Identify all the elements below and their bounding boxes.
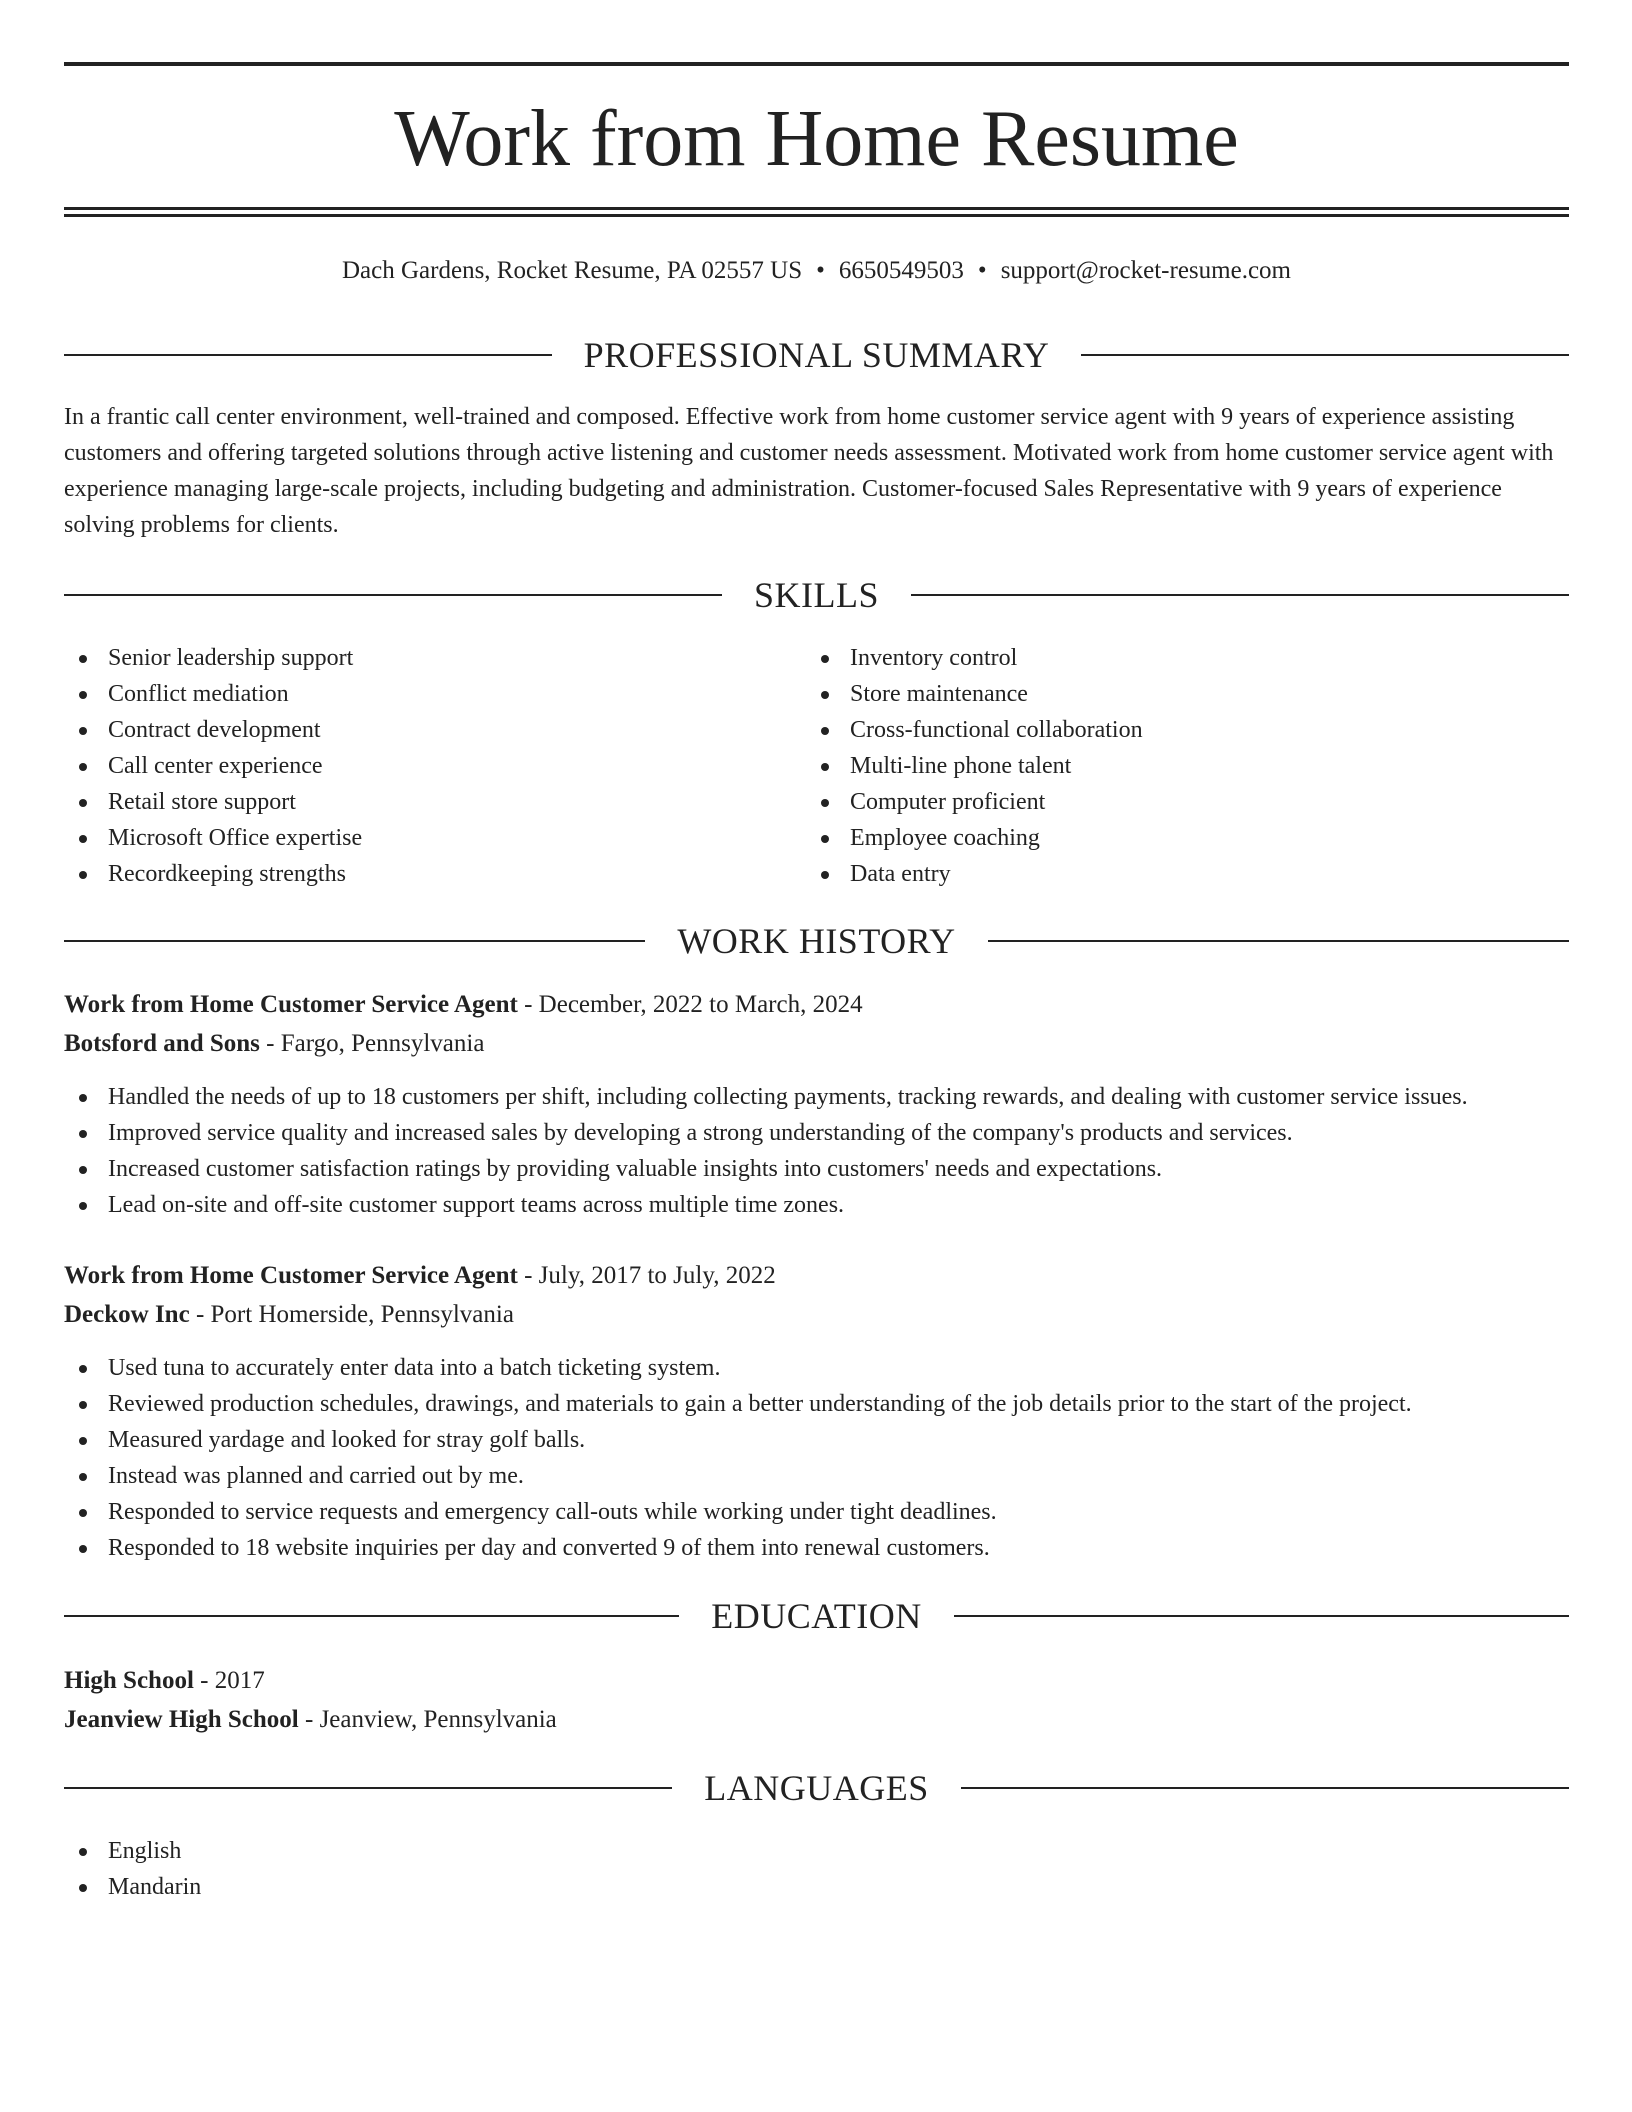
section-heading-summary [64,333,1569,377]
heading-rule-right [954,1615,1569,1617]
skill-item: Data entry [806,856,1506,892]
job-duty-item: Responded to service requests and emergency call-outs while working under tight deadlines. [64,1494,1569,1530]
job-duty-item: Used tuna to accurately enter data into a batch ticketing system. [64,1350,1569,1386]
heading-rule-left [64,1615,679,1617]
job-duties-list [64,1079,1569,1223]
skill-item: Contract development [64,712,764,748]
skills-list-right [806,640,1506,892]
job-title: Work from Home Customer Service Agent [64,991,518,1018]
heading-rule-left [64,1787,672,1789]
heading-rule-left [64,354,552,356]
resume-title: Work from Home Resume [394,95,1239,183]
languages-list [64,1833,1569,1905]
title-rule-upper [64,207,1569,210]
education-degree-line [64,1662,1569,1700]
skill-item: Recordkeeping strengths [64,856,764,892]
languages-block [64,1833,1569,1905]
contact-email: support@rocket-resume.com [1000,257,1291,284]
heading-rule-right [1081,354,1569,356]
skill-item: Inventory control [806,640,1506,676]
skill-item: Microsoft Office expertise [64,820,764,856]
skill-item: Conflict mediation [64,676,764,712]
skill-item: Employee coaching [806,820,1506,856]
job-company: Botsford and Sons [64,1030,260,1057]
job-duty-item: Responded to 18 website inquiries per day and converted 9 of them into renewal customers. [64,1530,1569,1566]
contact-phone: 6650549503 [838,257,964,284]
heading-rule-right [988,940,1569,942]
job-duty-item: Increased customer satisfaction ratings by providing valuable insights into customers' needs and expectations. [64,1151,1569,1187]
skill-item: Retail store support [64,784,764,820]
section-title: SKILLS [754,575,880,615]
skill-item: Cross-functional collaboration [806,712,1506,748]
skill-item: Computer proficient [806,784,1506,820]
contact-separator: • [816,257,825,284]
section-title: PROFESSIONAL SUMMARY [583,335,1050,375]
section-title: LANGUAGES [704,1768,929,1808]
education-degree: High School [64,1667,194,1694]
skill-item: Store maintenance [806,676,1506,712]
job-company-line [64,1025,1569,1063]
section-heading-work-history [64,919,1569,963]
job-title: Work from Home Customer Service Agent [64,1262,518,1289]
heading-rule-left [64,594,722,596]
section-title: EDUCATION [711,1596,922,1636]
job-duty-item: Instead was planned and carried out by me. [64,1458,1569,1494]
skill-item: Call center experience [64,748,764,784]
section-heading-education [64,1594,1569,1638]
job-location: - Port Homerside, Pennsylvania [189,1301,514,1328]
job-duty-item: Lead on-site and off-site customer support teams across multiple time zones. [64,1187,1569,1223]
skills-list-left [64,640,764,892]
job-location: - Fargo, Pennsylvania [259,1030,485,1057]
job-company: Deckow Inc [64,1301,190,1328]
contact-separator: • [977,257,987,284]
job-dates: - December, 2022 to March, 2024 [517,991,863,1018]
job-duty-item: Improved service quality and increased sales by developing a strong understanding of the company's products and services. [64,1115,1569,1151]
skills-column-right [806,640,1506,892]
heading-rule-left [64,940,645,942]
language-item: English [64,1833,1569,1869]
section-title: WORK HISTORY [677,921,956,961]
section-heading-skills [64,573,1569,617]
job-title-line [64,1257,1569,1295]
contact-line [64,253,1569,289]
job-title-line [64,986,1569,1024]
title-rule-lower [64,214,1569,217]
skill-item: Senior leadership support [64,640,764,676]
language-item: Mandarin [64,1869,1569,1905]
contact-address: Dach Gardens, Rocket Resume, PA 02557 US [342,257,803,284]
job-duty-item: Reviewed production schedules, drawings, and materials to gain a better understanding of the job details prior to the start of the project. [64,1386,1569,1422]
job-company-line [64,1296,1569,1334]
heading-rule-right [961,1787,1569,1789]
education-year: - 2017 [193,1667,265,1694]
job-duties-list [64,1350,1569,1566]
education-location: - Jeanview, Pennsylvania [298,1706,557,1733]
education-school: Jeanview High School [64,1706,299,1733]
summary-text: In a frantic call center environment, well-trained and composed. Effective work from home customer service agent with 9 years of experience assisting customers and offering targeted solutions through active listening and customer needs assessment. Motivated work from home customer service agent with experience managing large-scale projects, including budgeting and administration. Customer-focused Sales Representative with 9 years of experience solving problems for clients. [64,404,1554,538]
job-duty-item: Handled the needs of up to 18 customers per shift, including collecting payments, tracking rewards, and dealing with customer service issues. [64,1079,1569,1115]
job-duty-item: Measured yardage and looked for stray golf balls. [64,1422,1569,1458]
skill-item: Multi-line phone talent [806,748,1506,784]
section-heading-languages [64,1766,1569,1810]
job-dates: - July, 2017 to July, 2022 [517,1262,776,1289]
job-duties [64,1079,1569,1223]
skills-column-left [64,640,764,892]
top-rule [64,62,1569,66]
heading-rule-right [911,594,1569,596]
job-duties [64,1350,1569,1566]
education-school-line [64,1701,1569,1739]
